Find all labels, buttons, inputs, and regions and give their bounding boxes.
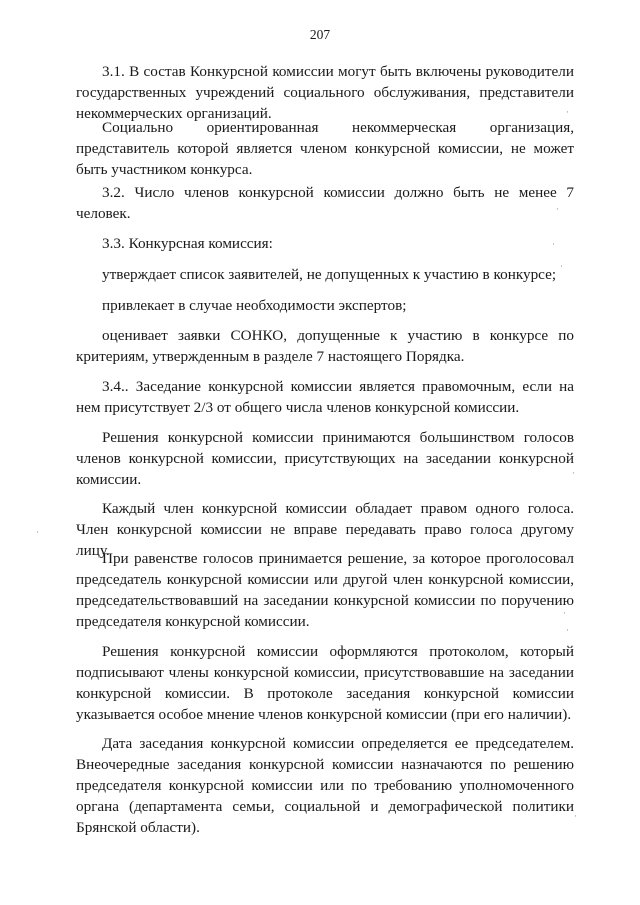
paragraph-text: 3.1. В состав Конкурсной комиссии могут быть включены руководители государственных учреждений социального обслуживания, представители некоммерческих организаций. bbox=[76, 63, 574, 122]
list-item-evaluates bbox=[76, 325, 574, 367]
list-item-experts bbox=[76, 295, 574, 316]
paragraph-text: Каждый член конкурсной комиссии обладает правом одного голоса. Член конкурсной комиссии не вправе передавать право голоса другому лицу. bbox=[76, 500, 574, 559]
paragraph-text: При равенстве голосов принимается решение, за которое проголосовал председатель конкурсной комиссии или другой член конкурсной комиссии, председательствовавший на заседании конкурсной комиссии по поручению председателя конкурсной комиссии. bbox=[76, 550, 574, 630]
paragraph-sonko-member bbox=[76, 117, 574, 180]
paragraph-meeting-date bbox=[76, 733, 574, 838]
scan-speck: · bbox=[552, 239, 555, 249]
paragraph-3-3 bbox=[76, 233, 574, 254]
scan-speck: · bbox=[566, 107, 569, 117]
scan-speck: · bbox=[572, 468, 575, 478]
paragraph-text: Решения конкурсной комиссии оформляются протоколом, который подписывают члены конкурсной комиссии, присутствовавшие на заседании конкурсной комиссии. В протоколе заседания конкурсной комиссии указывается особое мнение членов конкурсной комиссии (при его наличии). bbox=[76, 643, 574, 723]
scan-speck: · bbox=[560, 261, 563, 271]
paragraph-text: привлекает в случае необходимости экспертов; bbox=[102, 297, 407, 314]
page-number: 207 bbox=[309, 27, 331, 42]
paragraph-text: Социально ориентированная некоммерческая организация, представитель которой является членом конкурсной комиссии, не может быть участником конкурса. bbox=[76, 119, 574, 178]
paragraph-text: 3.3. Конкурсная комиссия: bbox=[102, 235, 273, 252]
paragraph-text: Решения конкурсной комиссии принимаются большинством голосов членов конкурсной комиссии, присутствующих на заседании конкурсной комиссии. bbox=[76, 429, 574, 488]
paragraph-tie-vote bbox=[76, 548, 574, 632]
list-item-approves bbox=[76, 261, 574, 285]
paragraph-3-1 bbox=[76, 61, 574, 124]
scan-speck: · bbox=[556, 204, 559, 214]
paragraph-text: 3.4.. Заседание конкурсной комиссии является правомочным, если на нем присутствует 2/3 от общего числа членов конкурсной комиссии. bbox=[76, 378, 574, 416]
paragraph-text: утверждает список заявителей, не допущенных к участию в конкурсе; bbox=[102, 266, 557, 283]
paragraph-text: 3.2. Число членов конкурсной комиссии должно быть не менее 7 человек. bbox=[76, 184, 574, 222]
paragraph-decisions bbox=[76, 427, 574, 490]
paragraph-3-4 bbox=[76, 376, 574, 418]
paragraph-3-2 bbox=[76, 182, 574, 224]
paragraph-protocol bbox=[76, 641, 574, 725]
paragraph-text: Дата заседания конкурсной комиссии определяется ее председателем. Внеочередные заседания конкурсной комиссии назначаются по решению председателя конкурсной комиссии или по требованию уполномоченного органа (департамента семьи, социальной и демографической политики Брянской области). bbox=[76, 735, 574, 836]
scan-speck: · bbox=[574, 811, 577, 821]
scan-speck: · bbox=[563, 608, 566, 618]
scan-speck: · bbox=[36, 527, 39, 537]
paragraph-text: оценивает заявки СОНКО, допущенные к участию в конкурсе по критериям, утвержденным в разделе 7 настоящего Порядка. bbox=[76, 327, 574, 365]
scan-speck: · bbox=[566, 625, 569, 635]
